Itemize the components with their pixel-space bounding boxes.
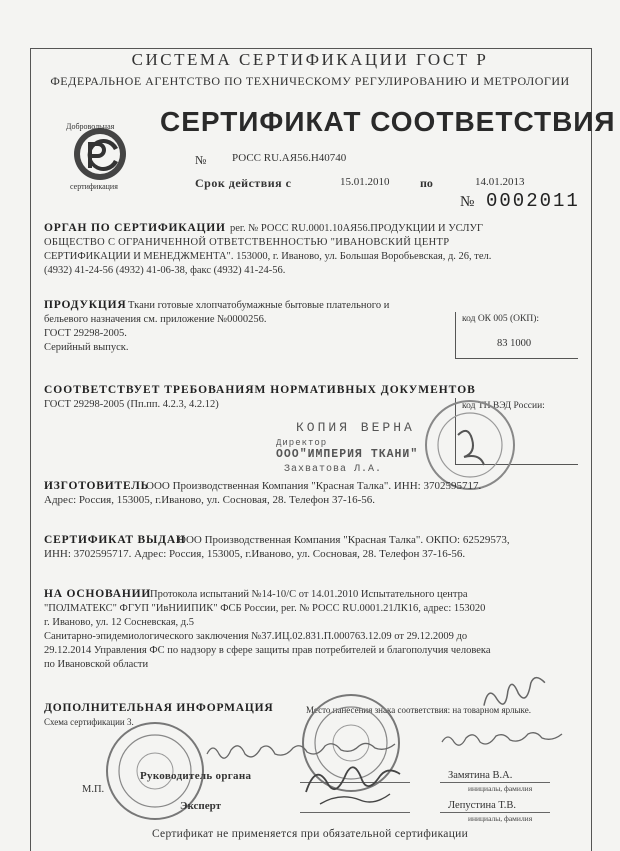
certificate-title: СЕРТИФИКАТ СООТВЕТСТВИЯ — [160, 106, 616, 137]
head-label: Руководитель органа — [140, 770, 252, 782]
agency-title: ФЕДЕРАЛЬНОЕ АГЕНТСТВО ПО ТЕХНИЧЕСКОМУ РЕГУЛИРОВАНИЮ И МЕТРОЛОГИИ — [50, 74, 570, 88]
okp-label: код ОК 005 (ОКП): — [462, 314, 540, 324]
expert-signature-line — [300, 812, 410, 813]
number-symbol: № — [195, 153, 207, 167]
mp-label: М.П. — [82, 784, 105, 795]
issued-label: СЕРТИФИКАТ ВЫДАН — [44, 534, 186, 546]
footer-note: Сертификат не применяется при обязательной сертификации — [151, 828, 469, 840]
signature-icon — [300, 752, 410, 812]
basis-line-2: "ПОЛМАТЕКС" ФГУП "ИвНИИПИК" ФСБ России, рег. № РОСС RU.0001.21ЛК16, адрес: 153020 — [44, 603, 486, 614]
expert-label: Эксперт — [180, 800, 222, 812]
product-line-3: ГОСТ 29298-2005. — [44, 328, 127, 339]
manufacturer-line-1: ООО Производственная Компания "Красная Талка". ИНН: 3702595717. — [146, 480, 482, 492]
product-line-1: Ткани готовые хлопчатобумажные бытовые плательного и — [128, 300, 390, 311]
basis-line-3: г. Иваново, ул. 12 Сосневская, д.5 — [44, 617, 195, 628]
system-title: СИСТЕМА СЕРТИФИКАЦИИ ГОСТ Р — [131, 50, 489, 69]
basis-line-6: по Ивановской области — [44, 659, 149, 670]
extra-scheme: Схема сертификации 3. — [44, 717, 134, 727]
conform-label: СООТВЕТСТВУЕТ ТРЕБОВАНИЯМ НОРМАТИВНЫХ ДОКУМЕНТОВ — [44, 384, 476, 396]
expert-name-line — [440, 812, 550, 813]
organ-line-1: рег. № РОСС RU.0001.10АЯ56.ПРОДУКЦИИ И УСЛУГ — [230, 223, 484, 234]
logo-bottom-text: сертификация — [70, 182, 118, 191]
organ-line-2: ОБЩЕСТВО С ОГРАНИЧЕННОЙ ОТВЕТСТВЕННОСТЬЮ "ИВАНОВСКИЙ ЦЕНТР — [44, 237, 450, 248]
head-name: Замятина В.А. — [448, 770, 513, 781]
tnved-label: код ТН ВЭД России: — [462, 401, 545, 411]
serial-symbol: № — [460, 194, 475, 210]
stamp-copy-verified: КОПИЯ ВЕРНА — [296, 420, 415, 435]
handwritten-name-icon — [440, 728, 570, 752]
basis-line-4: Санитарно-эпидемиологического заключения №37.ИЦ.02.831.П.000763.12.09 от 29.12.2009 до — [44, 631, 468, 642]
manufacturer-label: ИЗГОТОВИТЕЛЬ — [44, 480, 150, 492]
stamp-name: Захватова Л.А. — [284, 464, 383, 475]
organ-line-4: (4932) 41-24-56 (4932) 41-06-38, факс (4932) 41-24-56. — [44, 265, 286, 276]
manufacturer-line-2: Адрес: Россия, 153005, г.Иваново, ул. Сосновая, 28. Телефон 37-16-56. — [44, 494, 376, 506]
basis-line-1: Протокола испытаний №14-10/С от 14.01.2010 Испытательного центра — [150, 589, 468, 600]
date-to: 14.01.2013 — [475, 176, 525, 188]
head-name-line — [440, 782, 550, 783]
date-to-label: по — [420, 176, 433, 190]
certificate-number: РОСС RU.АЯ56.Н40740 — [232, 152, 347, 164]
issued-line-1: ООО Производственная Компания "Красная Талка". ОКПО: 62529573, — [178, 534, 510, 546]
product-line-4: Серийный выпуск. — [44, 342, 129, 353]
product-line-2: бельевого назначения см. приложение №0000256. — [44, 314, 267, 325]
stamp-director: Директор — [276, 438, 328, 448]
product-label: ПРОДУКЦИЯ — [44, 299, 127, 311]
validity-label: Срок действия с — [195, 176, 292, 190]
extra-label: ДОПОЛНИТЕЛЬНАЯ ИНФОРМАЦИЯ — [44, 702, 274, 714]
date-from: 15.01.2010 — [340, 176, 390, 188]
basis-label: НА ОСНОВАНИИ — [44, 588, 152, 600]
organ-label: ОРГАН ПО СЕРТИФИКАЦИИ — [44, 222, 226, 234]
conform-line: ГОСТ 29298-2005 (Пп.пп. 4.2.3, 4.2.12) — [44, 399, 219, 410]
basis-line-5: 29.12.2014 Управления ФС по надзору в сфере защиты прав потребителей и благополучия человека — [44, 645, 491, 656]
okp-value: 83 1000 — [497, 338, 532, 349]
serial-number: 0002011 — [486, 190, 580, 212]
head-caption: инициалы, фамилия — [468, 784, 533, 793]
logo-top-text: Добровольная — [66, 122, 115, 131]
expert-caption: инициалы, фамилия — [468, 814, 533, 823]
issued-line-2: ИНН: 3702595717. Адрес: Россия, 153005, г.Иваново, ул. Сосновая, 28. Телефон 37-16-56. — [44, 548, 466, 560]
expert-name: Лепустина Т.В. — [448, 800, 516, 811]
extra-place: Место нанесения знака соответствия: на товарном ярлыке. — [306, 705, 531, 715]
organ-line-3: СЕРТИФИКАЦИИ И МЕНЕДЖМЕНТА". 153000, г. Иваново, ул. Большая Воробьевская, д. 26, тел. — [44, 251, 492, 262]
stamp-organization: ООО"ИМПЕРИЯ ТКАНИ" — [276, 448, 419, 461]
